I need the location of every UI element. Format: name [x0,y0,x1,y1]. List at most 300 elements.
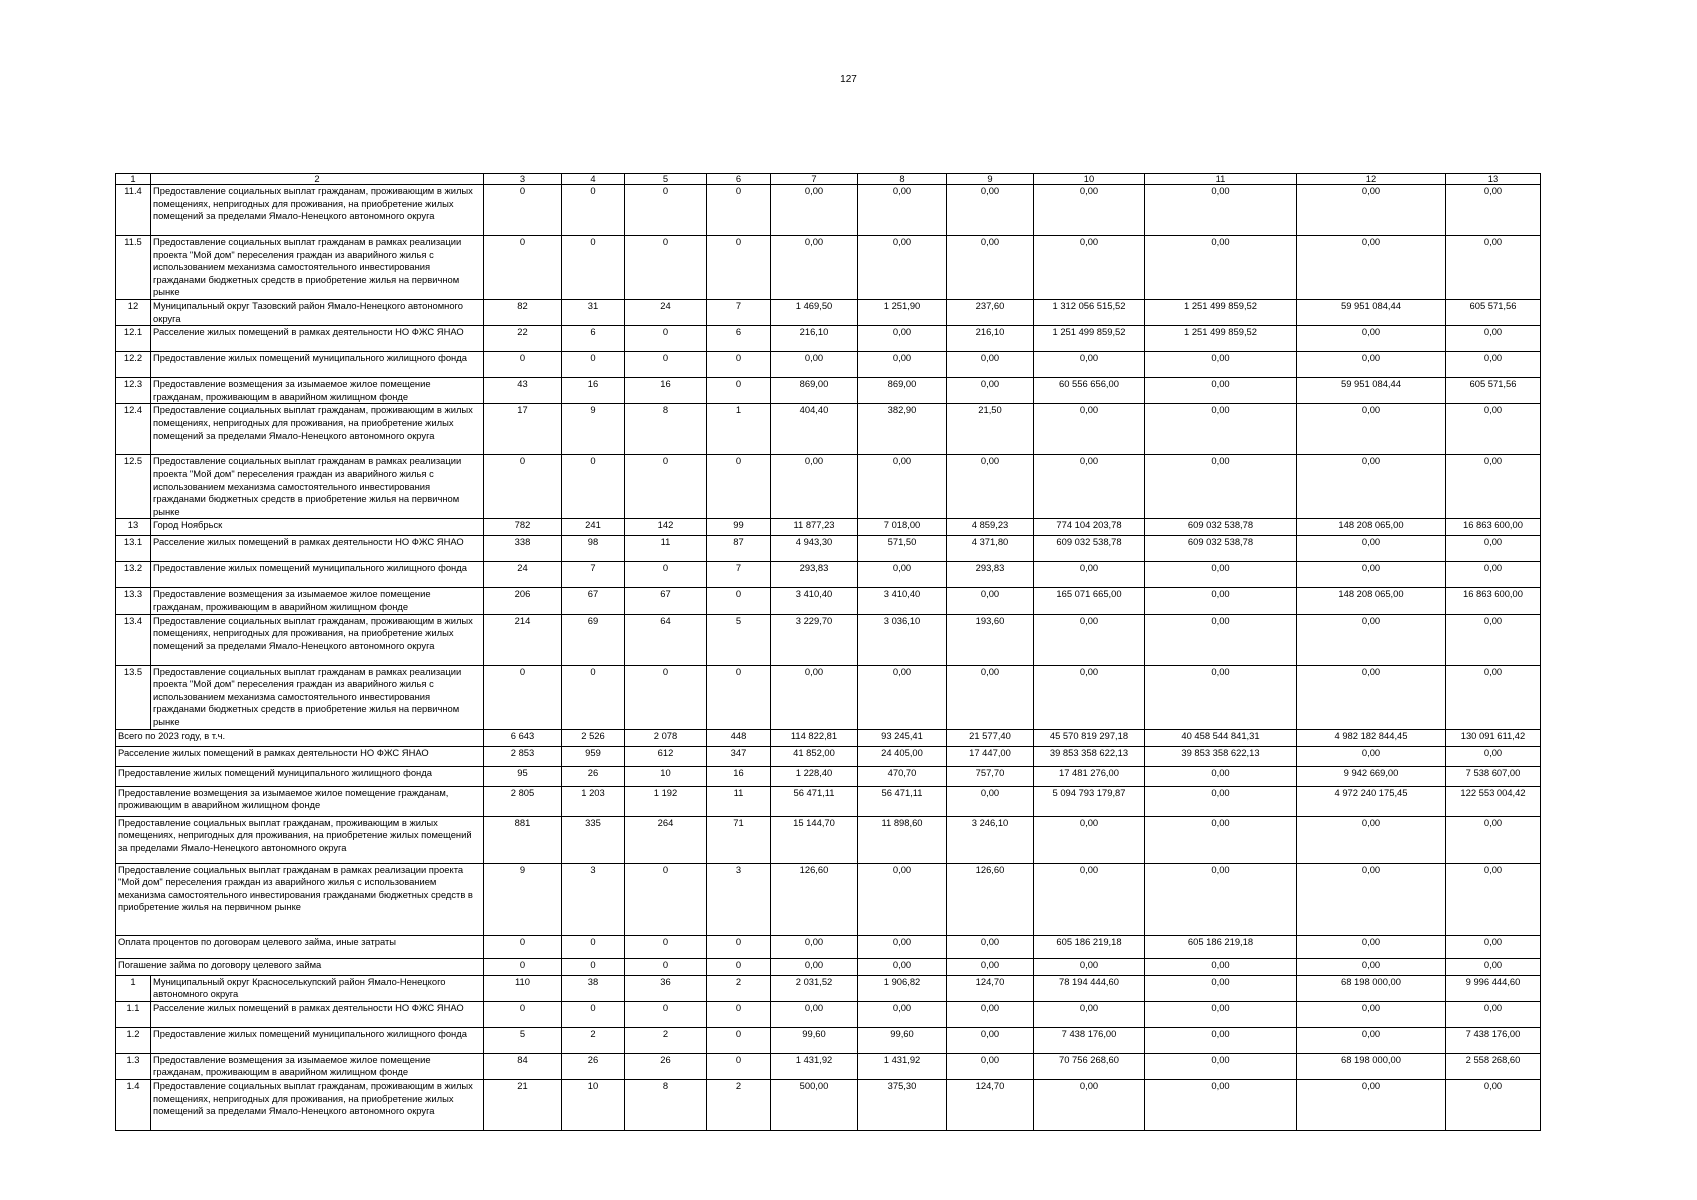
cell-value: 0,00 [947,588,1034,614]
cell-value: 0,00 [947,1027,1034,1053]
cell-value: 22 [484,326,562,352]
cell-value: 26 [625,1053,707,1079]
cell-value: 0,00 [1446,236,1541,300]
cell-value: 0,00 [771,1001,858,1027]
cell-value: 293,83 [947,562,1034,588]
cell-value: 17 481 276,00 [1034,766,1145,786]
cell-value: 124,70 [947,1079,1034,1130]
cell-value: 0,00 [771,665,858,729]
cell-value: 7 [707,562,771,588]
cell-value: 0,00 [858,236,947,300]
cell-value: 1 431,92 [771,1053,858,1079]
cell-value: 7 438 176,00 [1446,1027,1541,1053]
cell-value: 122 553 004,42 [1446,786,1541,816]
cell-value: 237,60 [947,300,1034,326]
cell-value: 0 [707,935,771,958]
cell-value: 59 951 084,44 [1297,300,1446,326]
cell-value: 15 144,70 [771,816,858,863]
cell-value: 0,00 [1145,1001,1297,1027]
cell-value: 0,00 [1297,326,1446,352]
table-row [116,614,1541,665]
cell-value: 16 863 600,00 [1446,588,1541,614]
row-name: Предоставление социальных выплат гражданам, проживающим в жилых помещениях, непригодных для проживания, на приобретение жилых помещений за пределами Ямало-Ненецкого автономного округа [151,185,484,236]
cell-value: 264 [625,816,707,863]
cell-value: 609 032 538,78 [1145,536,1297,562]
cell-value: 0,00 [1034,614,1145,665]
cell-value: 869,00 [771,378,858,404]
data-table [115,173,1541,1131]
cell-value: 8 [625,1079,707,1130]
cell-value: 0,00 [947,786,1034,816]
cell-value: 347 [707,746,771,766]
row-name: Предоставление социальных выплат гражданам, проживающим в жилых помещениях, непригодных для проживания, на приобретение жилых помещений за пределами Ямало-Ненецкого автономного округа [116,816,484,863]
cell-value: 0,00 [771,352,858,378]
row-code: 1.1 [116,1001,151,1027]
cell-value: 3 [562,863,625,935]
cell-value: 26 [562,766,625,786]
cell-value: 1 192 [625,786,707,816]
cell-value: 110 [484,975,562,1001]
cell-value: 70 756 268,60 [1034,1053,1145,1079]
cell-value: 0 [707,588,771,614]
cell-value: 0,00 [1145,665,1297,729]
cell-value: 0,00 [1034,1001,1145,1027]
cell-value: 0 [625,185,707,236]
cell-value: 0,00 [947,958,1034,975]
row-name: Предоставление жилых помещений муниципального жилищного фонда [151,352,484,378]
cell-value: 0,00 [1297,562,1446,588]
cell-value: 0,00 [1297,536,1446,562]
cell-value: 71 [707,816,771,863]
table-row [116,236,1541,300]
cell-value: 0 [625,958,707,975]
page-number: 127 [840,74,857,85]
cell-value: 9 [484,863,562,935]
cell-value: 16 863 600,00 [1446,519,1541,536]
cell-value: 0 [707,185,771,236]
cell-value: 0,00 [1145,1079,1297,1130]
row-name: Предоставление социальных выплат гражданам в рамках реализации проекта "Мой дом" переселения граждан из аварийного жилья с использованием механизма самостоятельного инвестирования гражданами бюджетных средств в приобретение жилья на первичном рынке [151,455,484,519]
cell-value: 1 203 [562,786,625,816]
cell-value: 0,00 [1145,816,1297,863]
cell-value: 0,00 [1297,404,1446,455]
table-row [116,863,1541,935]
cell-value: 67 [562,588,625,614]
cell-value: 0,00 [771,935,858,958]
cell-value: 7 [562,562,625,588]
cell-value: 448 [707,729,771,746]
cell-value: 335 [562,816,625,863]
cell-value: 0,00 [1446,816,1541,863]
cell-value: 8 [625,404,707,455]
cell-value: 6 643 [484,729,562,746]
cell-value: 881 [484,816,562,863]
row-name: Предоставление жилых помещений муниципального жилищного фонда [151,1027,484,1053]
cell-value: 0 [562,1001,625,1027]
cell-value: 0,00 [1034,665,1145,729]
cell-value: 0 [562,455,625,519]
cell-value: 0 [625,1001,707,1027]
row-code: 12.3 [116,378,151,404]
cell-value: 21 [484,1079,562,1130]
cell-value: 241 [562,519,625,536]
column-header: 8 [858,174,947,185]
cell-value: 0 [484,352,562,378]
cell-value: 612 [625,746,707,766]
cell-value: 21,50 [947,404,1034,455]
cell-value: 3 410,40 [858,588,947,614]
cell-value: 3 410,40 [771,588,858,614]
cell-value: 0,00 [1446,863,1541,935]
cell-value: 0,00 [858,665,947,729]
cell-value: 0,00 [1145,614,1297,665]
row-name: Предоставление социальных выплат гражданам, проживающим в жилых помещениях, непригодных для проживания, на приобретение жилых помещений за пределами Ямало-Ненецкого автономного округа [151,614,484,665]
cell-value: 0,00 [1446,935,1541,958]
cell-value: 38 [562,975,625,1001]
cell-value: 9 942 669,00 [1297,766,1446,786]
cell-value: 2 558 268,60 [1446,1053,1541,1079]
cell-value: 11 877,23 [771,519,858,536]
cell-value: 0 [562,352,625,378]
cell-value: 98 [562,536,625,562]
cell-value: 0,00 [1446,958,1541,975]
table-row [116,185,1541,236]
cell-value: 26 [562,1053,625,1079]
cell-value: 0,00 [1297,746,1446,766]
row-code: 1 [116,975,151,1001]
row-name: Муниципальный округ Красноселькупский район Ямало-Ненецкого автономного округа [151,975,484,1001]
cell-value: 6 [562,326,625,352]
cell-value: 338 [484,536,562,562]
cell-value: 41 852,00 [771,746,858,766]
cell-value: 16 [707,766,771,786]
cell-value: 1 228,40 [771,766,858,786]
cell-value: 0,00 [1297,185,1446,236]
cell-value: 0,00 [858,958,947,975]
row-name: Предоставление жилых помещений муниципального жилищного фонда [116,766,484,786]
cell-value: 40 458 544 841,31 [1145,729,1297,746]
table-row [116,519,1541,536]
cell-value: 142 [625,519,707,536]
row-code: 13 [116,519,151,536]
cell-value: 571,50 [858,536,947,562]
cell-value: 3 246,10 [947,816,1034,863]
row-code: 13.4 [116,614,151,665]
row-code: 12.1 [116,326,151,352]
cell-value: 3 036,10 [858,614,947,665]
cell-value: 124,70 [947,975,1034,1001]
cell-value: 0 [707,958,771,975]
row-code: 11.4 [116,185,151,236]
table-row [116,1027,1541,1053]
cell-value: 0 [484,236,562,300]
cell-value: 1 251 499 859,52 [1145,326,1297,352]
cell-value: 0 [484,455,562,519]
cell-value: 609 032 538,78 [1145,519,1297,536]
cell-value: 0,00 [858,562,947,588]
row-code: 13.2 [116,562,151,588]
cell-value: 382,90 [858,404,947,455]
cell-value: 216,10 [771,326,858,352]
cell-value: 0,00 [1145,378,1297,404]
table-row [116,326,1541,352]
cell-value: 148 208 065,00 [1297,588,1446,614]
cell-value: 0,00 [1145,404,1297,455]
cell-value: 0 [562,185,625,236]
cell-value: 0,00 [771,455,858,519]
cell-value: 0,00 [771,958,858,975]
cell-value: 216,10 [947,326,1034,352]
table-row [116,352,1541,378]
cell-value: 60 556 656,00 [1034,378,1145,404]
cell-value: 0,00 [947,378,1034,404]
cell-value: 0,00 [1145,863,1297,935]
cell-value: 17 447,00 [947,746,1034,766]
cell-value: 5 [484,1027,562,1053]
table-row [116,786,1541,816]
cell-value: 68 198 000,00 [1297,1053,1446,1079]
table-row [116,975,1541,1001]
cell-value: 0,00 [947,236,1034,300]
table-row [116,816,1541,863]
cell-value: 214 [484,614,562,665]
cell-value: 39 853 358 622,13 [1034,746,1145,766]
row-name: Расселение жилых помещений в рамках деятельности НО ФЖС ЯНАО [151,1001,484,1027]
cell-value: 1 [707,404,771,455]
cell-value: 0 [707,665,771,729]
cell-value: 0,00 [1297,1001,1446,1027]
column-header: 9 [947,174,1034,185]
row-name: Оплата процентов по договорам целевого займа, иные затраты [116,935,484,958]
cell-value: 0 [484,1001,562,1027]
cell-value: 4 982 182 844,45 [1297,729,1446,746]
cell-value: 0,00 [1145,766,1297,786]
cell-value: 99,60 [771,1027,858,1053]
column-header: 3 [484,174,562,185]
cell-value: 1 431,92 [858,1053,947,1079]
cell-value: 2 [625,1027,707,1053]
row-code: 1.4 [116,1079,151,1130]
cell-value: 605 186 219,18 [1145,935,1297,958]
cell-value: 2 [562,1027,625,1053]
cell-value: 0 [484,958,562,975]
cell-value: 0,00 [1446,326,1541,352]
cell-value: 95 [484,766,562,786]
cell-value: 0 [707,352,771,378]
table-row [116,766,1541,786]
cell-value: 0,00 [1145,562,1297,588]
cell-value: 774 104 203,78 [1034,519,1145,536]
row-name: Предоставление возмещения за изымаемое жилое помещение гражданам, проживающим в аварийном жилищном фонде [151,378,484,404]
row-code: 11.5 [116,236,151,300]
row-name: Расселение жилых помещений в рамках деятельности НО ФЖС ЯНАО [151,326,484,352]
column-header: 12 [1297,174,1446,185]
cell-value: 0,00 [947,185,1034,236]
table-header [116,174,1541,185]
cell-value: 0 [484,935,562,958]
cell-value: 0,00 [1446,1001,1541,1027]
cell-value: 0,00 [1145,455,1297,519]
row-name: Предоставление социальных выплат гражданам в рамках реализации проекта "Мой дом" переселения граждан из аварийного жилья с использованием механизма самостоятельного инвестирования гражданами бюджетных средств в приобретение жилья на первичном рынке [116,863,484,935]
row-code: 13.3 [116,588,151,614]
column-header: 11 [1145,174,1297,185]
cell-value: 782 [484,519,562,536]
cell-value: 0,00 [1034,185,1145,236]
cell-value: 39 853 358 622,13 [1145,746,1297,766]
cell-value: 9 996 444,60 [1446,975,1541,1001]
cell-value: 24 [484,562,562,588]
row-name: Предоставление возмещения за изымаемое жилое помещение гражданам, проживающим в аварийном жилищном фонде [151,588,484,614]
row-code: 13.1 [116,536,151,562]
row-name: Всего по 2023 году, в т.ч. [116,729,484,746]
cell-value: 0,00 [771,185,858,236]
cell-value: 0,00 [1446,1079,1541,1130]
cell-value: 1 312 056 515,52 [1034,300,1145,326]
row-name: Предоставление возмещения за изымаемое жилое помещение гражданам, проживающим в аварийном жилищном фонде [151,1053,484,1079]
cell-value: 84 [484,1053,562,1079]
cell-value: 0,00 [947,935,1034,958]
cell-value: 0 [484,665,562,729]
table-row [116,665,1541,729]
cell-value: 0,00 [947,455,1034,519]
cell-value: 0,00 [1145,958,1297,975]
cell-value: 0,00 [1034,236,1145,300]
cell-value: 0,00 [1297,236,1446,300]
cell-value: 0,00 [1446,746,1541,766]
table-row [116,729,1541,746]
cell-value: 130 091 611,42 [1446,729,1541,746]
cell-value: 2 078 [625,729,707,746]
cell-value: 126,60 [947,863,1034,935]
cell-value: 148 208 065,00 [1297,519,1446,536]
cell-value: 11 [707,786,771,816]
row-name: Муниципальный округ Тазовский район Ямало-Ненецкого автономного округа [151,300,484,326]
cell-value: 10 [562,1079,625,1130]
cell-value: 24 [625,300,707,326]
cell-value: 0,00 [1297,935,1446,958]
cell-value: 0,00 [947,1053,1034,1079]
cell-value: 68 198 000,00 [1297,975,1446,1001]
row-name: Предоставление социальных выплат гражданам в рамках реализации проекта "Мой дом" переселения граждан из аварийного жилья с использованием механизма самостоятельного инвестирования гражданами бюджетных средств в приобретение жилья на первичном рынке [151,665,484,729]
cell-value: 0 [625,562,707,588]
cell-value: 0 [562,665,625,729]
cell-value: 16 [625,378,707,404]
column-header: 4 [562,174,625,185]
cell-value: 1 906,82 [858,975,947,1001]
column-header: 7 [771,174,858,185]
cell-value: 56 471,11 [858,786,947,816]
cell-value: 1 251 499 859,52 [1145,300,1297,326]
cell-value: 0,00 [858,935,947,958]
cell-value: 2 [707,975,771,1001]
column-header: 6 [707,174,771,185]
cell-value: 0,00 [947,352,1034,378]
cell-value: 0,00 [1145,588,1297,614]
cell-value: 3 [707,863,771,935]
table-row [116,1053,1541,1079]
cell-value: 609 032 538,78 [1034,536,1145,562]
cell-value: 7 [707,300,771,326]
cell-value: 0 [707,1053,771,1079]
cell-value: 11 [625,536,707,562]
cell-value: 4 859,23 [947,519,1034,536]
cell-value: 93 245,41 [858,729,947,746]
cell-value: 0,00 [1297,863,1446,935]
cell-value: 0 [707,236,771,300]
cell-value: 45 570 819 297,18 [1034,729,1145,746]
row-name: Погашение займа по договору целевого займа [116,958,484,975]
cell-value: 56 471,11 [771,786,858,816]
cell-value: 605 571,56 [1446,300,1541,326]
cell-value: 7 018,00 [858,519,947,536]
row-code: 13.5 [116,665,151,729]
cell-value: 5 094 793 179,87 [1034,786,1145,816]
cell-value: 2 [707,1079,771,1130]
cell-value: 0 [707,378,771,404]
cell-value: 4 972 240 175,45 [1297,786,1446,816]
table-row [116,536,1541,562]
cell-value: 0,00 [1145,352,1297,378]
cell-value: 0,00 [1034,816,1145,863]
cell-value: 0 [625,863,707,935]
cell-value: 0,00 [947,1001,1034,1027]
cell-value: 0,00 [858,455,947,519]
cell-value: 6 [707,326,771,352]
cell-value: 0,00 [1034,562,1145,588]
cell-value: 2 805 [484,786,562,816]
cell-value: 4 371,80 [947,536,1034,562]
cell-value: 1 251,90 [858,300,947,326]
cell-value: 7 538 607,00 [1446,766,1541,786]
cell-value: 0 [707,1027,771,1053]
cell-value: 0,00 [1297,1079,1446,1130]
cell-value: 36 [625,975,707,1001]
table-row [116,935,1541,958]
table-row [116,378,1541,404]
cell-value: 4 943,30 [771,536,858,562]
cell-value: 605 571,56 [1446,378,1541,404]
cell-value: 0,00 [1446,185,1541,236]
row-code: 12.2 [116,352,151,378]
cell-value: 500,00 [771,1079,858,1130]
cell-value: 0 [625,326,707,352]
cell-value: 64 [625,614,707,665]
table-row [116,746,1541,766]
cell-value: 0,00 [771,236,858,300]
cell-value: 0 [707,1001,771,1027]
column-header: 2 [151,174,484,185]
cell-value: 0 [625,455,707,519]
cell-value: 0,00 [1446,455,1541,519]
cell-value: 0 [625,935,707,958]
cell-value: 0,00 [1446,352,1541,378]
cell-value: 0 [625,236,707,300]
cell-value: 126,60 [771,863,858,935]
table-row [116,958,1541,975]
header-row [116,174,1541,185]
row-name: Расселение жилых помещений в рамках деятельности НО ФЖС ЯНАО [151,536,484,562]
cell-value: 0 [625,352,707,378]
cell-value: 114 822,81 [771,729,858,746]
cell-value: 0,00 [858,185,947,236]
cell-value: 193,60 [947,614,1034,665]
row-code: 12.4 [116,404,151,455]
row-name: Предоставление жилых помещений муниципального жилищного фонда [151,562,484,588]
cell-value: 78 194 444,60 [1034,975,1145,1001]
cell-value: 0,00 [1446,562,1541,588]
cell-value: 757,70 [947,766,1034,786]
cell-value: 0,00 [1034,958,1145,975]
